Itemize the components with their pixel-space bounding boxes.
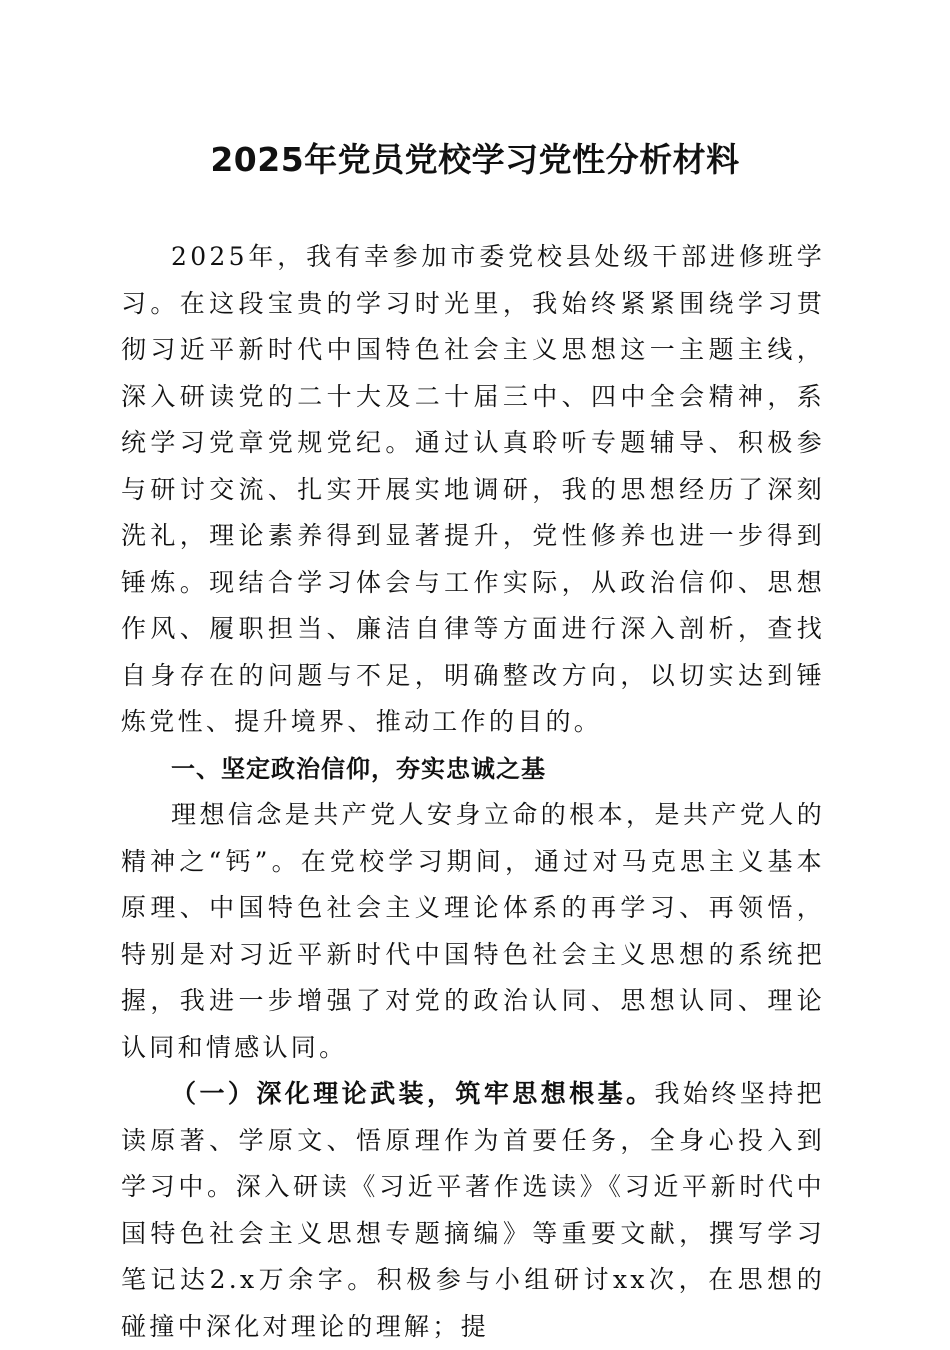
document-title: 2025年党员党校学习党性分析材料 [210,140,740,179]
subsection-1-text: 我始终坚持把读原著、学原文、悟原理作为首要任务，全身心投入到学习中。深入研读《习近平著作选读》《习近平新时代中国特色社会主义思想专题摘编》等重要文献，撰写学习笔记达2.x万余字。积极参与小组研讨xx次，在思想的碰撞中深化对理论的理解；提 [121,1079,825,1341]
document-body [121,234,825,1350]
subsection-heading-1: （一）深化理论武装，筑牢思想根基。 [171,1079,655,1108]
section-1-paragraph: 理想信念是共产党人安身立命的根本，是共产党人的精神之“钙”。在党校学习期间，通过对马克思主义基本原理、中国特色社会主义理论体系的再学习、再领悟，特别是对习近平新时代中国特色社会主义思想的系统把握，我进一步增强了对党的政治认同、思想认同、理论认同和情感认同。 [121,800,825,1062]
subsection-1-paragraph [121,1071,825,1350]
intro-paragraph: 2025年，我有幸参加市委党校县处级干部进修班学习。在这段宝贵的学习时光里，我始终紧紧围绕学习贯彻习近平新时代中国特色社会主义思想这一主题主线，深入研读党的二十大及二十届三中、四中全会精神，系统学习党章党规党纪。通过认真聆听专题辅导、积极参与研讨交流、扎实开展实地调研，我的思想经历了深刻洗礼，理论素养得到显著提升，党性修养也进一步得到锤炼。现结合学习体会与工作实际，从政治信仰、思想作风、履职担当、廉洁自律等方面进行深入剖析，查找自身存在的问题与不足，明确整改方向，以切实达到锤炼党性、提升境界、推动工作的目的。 [121,242,825,736]
section-heading-1: 一、坚定政治信仰，夯实忠诚之基 [171,754,546,783]
